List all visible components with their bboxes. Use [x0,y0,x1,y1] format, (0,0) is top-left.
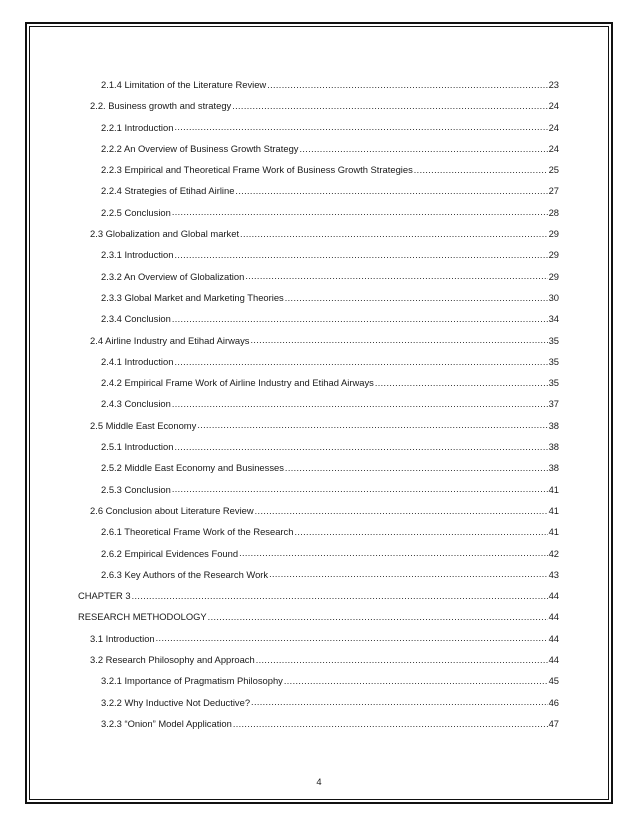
toc-dot-leader [267,78,547,90]
toc-entry[interactable] [0,393,638,414]
toc-entry[interactable] [0,585,638,606]
toc-entry-title: 2.6 Conclusion about Literature Review [90,504,254,516]
toc-entry-title: 2.2.3 Empirical and Theoretical Frame Work of Business Growth Strategies [101,164,413,176]
toc-entry-title: 2.2. Business growth and strategy [90,100,232,112]
toc-entry-title: 2.3 Globalization and Global market [90,228,240,240]
toc-dot-leader [300,142,548,154]
toc-entry-title: 2.6.3 Key Authors of the Research Work [101,568,269,580]
toc-entry-title: 2.5 Middle East Economy [90,419,197,431]
toc-entry-title: 3.2.3 “Onion” Model Application [101,717,232,729]
toc-entry-page: 24 [548,100,559,112]
toc-entry-page: 30 [548,291,559,303]
toc-entry[interactable] [0,521,638,542]
toc-entry-title: 2.5.2 Middle East Economy and Businesses [101,462,284,474]
toc-entry[interactable] [0,500,638,521]
toc-entry-page: 29 [548,270,559,282]
toc-entry-page: 34 [548,313,559,325]
toc-dot-leader [197,418,547,430]
toc-entry[interactable] [0,159,638,180]
toc-entry-title: 3.2 Research Philosophy and Approach [90,654,255,666]
toc-entry-title: 2.4.3 Conclusion [101,398,171,410]
toc-entry-page: 35 [548,377,559,389]
toc-entry-page: 29 [548,249,559,261]
toc-dot-leader [269,567,547,579]
toc-dot-leader [375,376,548,388]
toc-entry-title: 2.3.4 Conclusion [101,313,171,325]
toc-entry[interactable] [0,628,638,649]
toc-entry-page: 38 [548,419,559,431]
toc-dot-leader [235,184,547,196]
toc-entry-title: 3.2.1 Importance of Pragmatism Philosophy [101,675,283,687]
toc-entry[interactable] [0,436,638,457]
toc-dot-leader [240,227,548,239]
toc-entry-title: 2.4.2 Empirical Frame Work of Airline Industry and Etihad Airways [101,377,374,389]
toc-dot-leader [132,589,548,601]
toc-entry-page: 46 [548,696,559,708]
toc-entry-title: 2.2.1 Introduction [101,121,174,133]
toc-dot-leader [255,504,548,516]
toc-dot-leader [294,525,547,537]
toc-dot-leader [174,355,547,367]
toc-entry[interactable] [0,670,638,691]
toc-entry-page: 42 [548,547,559,559]
toc-entry[interactable] [0,351,638,372]
toc-dot-leader [239,546,548,558]
toc-entry[interactable] [0,713,638,734]
toc-entry[interactable] [0,457,638,478]
toc-entry-page: 43 [548,568,559,580]
toc-entry[interactable] [0,606,638,627]
toc-entry[interactable] [0,330,638,351]
toc-entry-page: 37 [548,398,559,410]
toc-entry-page: 44 [548,654,559,666]
toc-entry-title: 2.6.2 Empirical Evidences Found [101,547,239,559]
toc-dot-leader [251,695,548,707]
toc-entry-page: 24 [548,142,559,154]
toc-entry-title: 2.2.4 Strategies of Etihad Airline [101,185,235,197]
toc-entry-page: 24 [548,121,559,133]
toc-entry-page: 41 [548,483,559,495]
toc-dot-leader [172,205,548,217]
toc-entry[interactable] [0,180,638,201]
toc-dot-leader [156,631,548,643]
toc-entry-page: 44 [548,590,559,602]
toc-entry-title: 2.1.4 Limitation of the Literature Review [101,79,267,90]
toc-dot-leader [250,333,547,345]
toc-entry-page: 44 [548,611,559,623]
toc-entry-title: 2.3.3 Global Market and Marketing Theories [101,291,284,303]
toc-dot-leader [172,397,548,409]
table-of-contents [0,74,638,734]
toc-entry[interactable] [0,692,638,713]
toc-entry-title: 2.5.3 Conclusion [101,483,171,495]
toc-dot-leader [208,610,548,622]
toc-entry[interactable] [0,138,638,159]
toc-entry[interactable] [0,372,638,393]
toc-dot-leader [172,482,548,494]
toc-entry[interactable] [0,564,638,585]
toc-entry-title: 2.2.2 An Overview of Business Growth Strategy [101,142,299,154]
toc-dot-leader [172,312,548,324]
toc-entry-page: 35 [548,355,559,367]
toc-entry[interactable] [0,415,638,436]
toc-dot-leader [285,291,548,303]
toc-entry[interactable] [0,287,638,308]
toc-entry[interactable] [0,244,638,265]
toc-entry[interactable] [0,202,638,223]
toc-dot-leader [174,248,547,260]
toc-entry-page: 44 [548,632,559,644]
toc-entry[interactable] [0,95,638,116]
toc-entry-title: 2.6.1 Theoretical Frame Work of the Research [101,526,294,538]
toc-entry-page: 38 [548,462,559,474]
toc-dot-leader [285,461,548,473]
toc-dot-leader [284,674,548,686]
toc-entry[interactable] [0,649,638,670]
toc-entry-page: 45 [548,675,559,687]
toc-dot-leader [174,120,547,132]
toc-entry[interactable] [0,117,638,138]
toc-entry-title: CHAPTER 3 [78,590,131,602]
toc-entry-page: 28 [548,206,559,218]
toc-dot-leader [245,269,547,281]
toc-entry-page: 25 [548,164,559,176]
toc-entry[interactable] [0,308,638,329]
toc-entry-title: 3.1 Introduction [90,632,155,644]
toc-dot-leader [256,653,548,665]
toc-entry-page: 38 [548,441,559,453]
toc-entry-title: 2.3.1 Introduction [101,249,174,261]
toc-entry-page: 23 [548,79,559,90]
toc-entry-page: 41 [548,504,559,516]
toc-dot-leader [232,99,547,111]
toc-entry[interactable] [0,223,638,244]
toc-entry-page: 41 [548,526,559,538]
toc-entry-title: 3.2.2 Why Inductive Not Deductive? [101,696,251,708]
toc-entry-page: 35 [548,334,559,346]
toc-entry[interactable] [0,266,638,287]
page-number: 4 [316,776,322,787]
toc-entry-title: RESEARCH METHODOLOGY [78,611,207,623]
toc-entry-page: 29 [548,228,559,240]
toc-dot-leader [233,717,548,729]
toc-entry[interactable] [0,543,638,564]
toc-entry-title: 2.2.5 Conclusion [101,206,171,218]
toc-entry[interactable] [0,74,638,95]
toc-entry-title: 2.5.1 Introduction [101,441,174,453]
toc-entry[interactable] [0,479,638,500]
toc-dot-leader [414,163,548,175]
toc-entry-title: 2.4 Airline Industry and Etihad Airways [90,334,250,346]
toc-dot-leader [174,440,547,452]
toc-entry-page: 27 [548,185,559,197]
toc-entry-title: 2.4.1 Introduction [101,355,174,367]
toc-entry-page: 47 [548,717,559,729]
toc-entry-title: 2.3.2 An Overview of Globalization [101,270,245,282]
